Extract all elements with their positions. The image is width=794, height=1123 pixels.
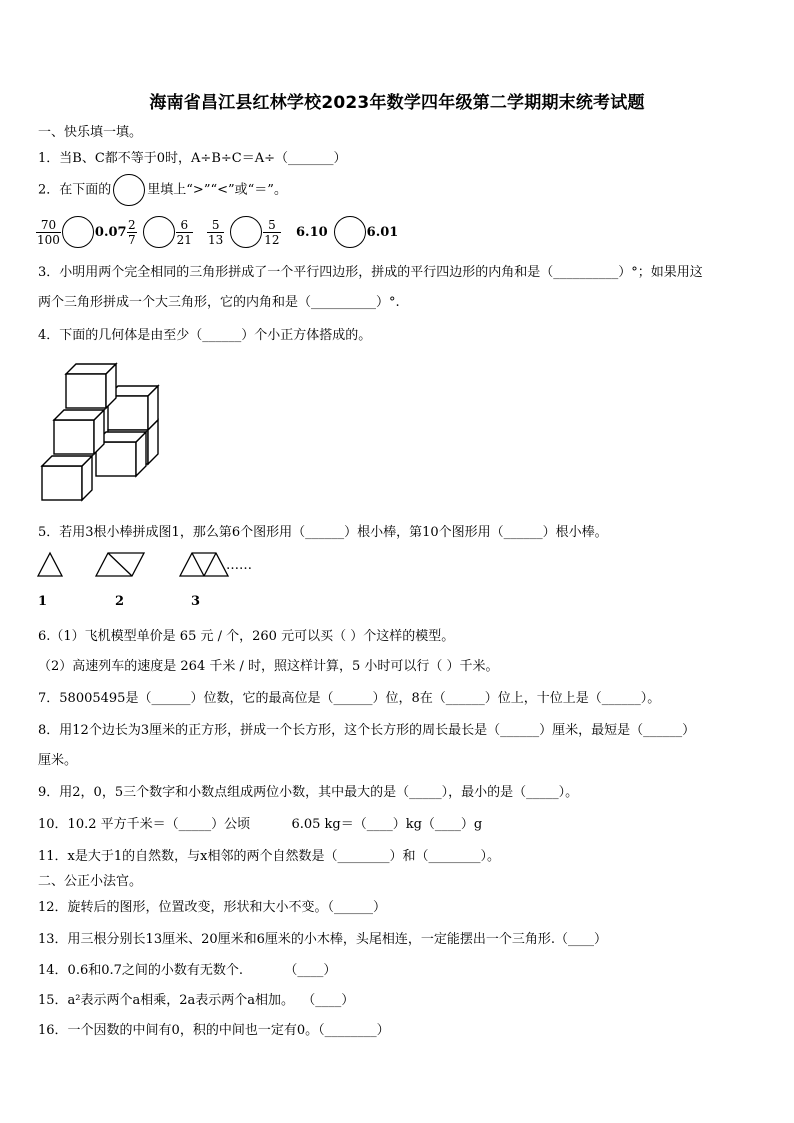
answer-circle-icon xyxy=(113,174,145,206)
cube-stack-figure xyxy=(40,360,170,510)
compare-value: 6.01 xyxy=(366,224,399,240)
question-2-suffix: 里填上“>”“<”或“＝”。 xyxy=(147,182,287,198)
question-10: 10．10.2 平方千米＝（_____）公顷 6.05 kg＝（____）kg（____）g xyxy=(38,817,483,832)
question-15: 15．a²表示两个a相乘，2a表示两个a相加。 （____） xyxy=(38,993,355,1008)
question-3-line-2: 两个三角形拼成一个大三角形，它的内角和是（__________）°. xyxy=(38,295,400,310)
question-7: 7．58005495是（______）位数，它的最高位是（______）位，8在（______）位上，十位上是（______）。 xyxy=(38,691,661,706)
question-13: 13．用三根分别长13厘米、20厘米和6厘米的小木棒，头尾相连，一定能摆出一个三角形.（____） xyxy=(38,932,608,947)
compare-value: 6.10 xyxy=(296,224,328,240)
fraction: $\frac{6}{21}$ xyxy=(176,217,192,247)
question-2 xyxy=(38,174,287,206)
page-title: 海南省昌江县红林学校2023年数学四年级第二学期期末统考试题 xyxy=(149,93,645,113)
question-3-line-1: 3．小明用两个完全相同的三角形拼成了一个平行四边形，拼成的平行四边形的内角和是（__________）°；如果用这 xyxy=(38,265,703,280)
triangle-pattern-figure xyxy=(36,550,296,580)
figure-label-3: 3 xyxy=(191,594,201,609)
question-6-part-1: 6.（1）飞机模型单价是 65 元 / 个，260 元可以买（ ）个这样的模型。 xyxy=(38,629,455,644)
figure-label-1: 1 xyxy=(38,594,48,609)
answer-circle-icon xyxy=(143,216,175,248)
question-12: 12．旋转后的图形，位置改变，形状和大小不变。（______） xyxy=(38,900,387,915)
comparison-a xyxy=(36,214,127,250)
question-11: 11．x是大于1的自然数，与x相邻的两个自然数是（________）和（________）。 xyxy=(38,849,500,864)
comparison-b xyxy=(127,214,193,250)
fraction: $\frac{2}{7}$ xyxy=(128,217,136,247)
answer-circle-icon xyxy=(334,216,366,248)
question-14: 14．0.6和0.7之间的小数有无数个. （____） xyxy=(38,963,337,978)
compare-value: 0.07 xyxy=(94,224,127,240)
comparison-d xyxy=(296,214,398,250)
section-heading-2: 二、公正小法官。 xyxy=(38,874,143,889)
question-8-line-2: 厘米。 xyxy=(38,753,78,768)
fraction: $\frac{70}{100}$ xyxy=(37,217,60,247)
answer-circle-icon xyxy=(230,216,262,248)
question-2-prefix: 2．在下面的 xyxy=(38,182,112,198)
question-9: 9．用2，0，5三个数字和小数点组成两位小数，其中最大的是（_____），最小的是（_____）。 xyxy=(38,785,579,800)
question-4: 4．下面的几何体是由至少（______）个小正方体搭成的。 xyxy=(38,328,372,343)
comparison-c xyxy=(207,214,281,250)
ellipsis: …… xyxy=(226,558,252,573)
question-16: 16．一个因数的中间有0，积的中间也一定有0。（________） xyxy=(38,1023,390,1038)
question-8-line-1: 8．用12个边长为3厘米的正方形，拼成一个长方形，这个长方形的周长最长是（______）厘米，最短是（______） xyxy=(38,723,696,738)
figure-label-2: 2 xyxy=(115,594,125,609)
question-5: 5．若用3根小棒拼成图1，那么第6个图形用（______）根小棒，第10个图形用（______）根小棒。 xyxy=(38,525,608,540)
question-6-part-2: （2）高速列车的速度是 264 千米 / 时，照这样计算，5 小时可以行（ ）千米。 xyxy=(38,659,499,674)
answer-circle-icon xyxy=(62,216,94,248)
section-heading-1: 一、快乐填一填。 xyxy=(38,125,143,140)
fraction: $\frac{5}{12}$ xyxy=(264,217,280,247)
question-1: 1．当B、C都不等于0时，A÷B÷C＝A÷（_______） xyxy=(38,151,347,166)
fraction: $\frac{5}{13}$ xyxy=(208,217,224,247)
